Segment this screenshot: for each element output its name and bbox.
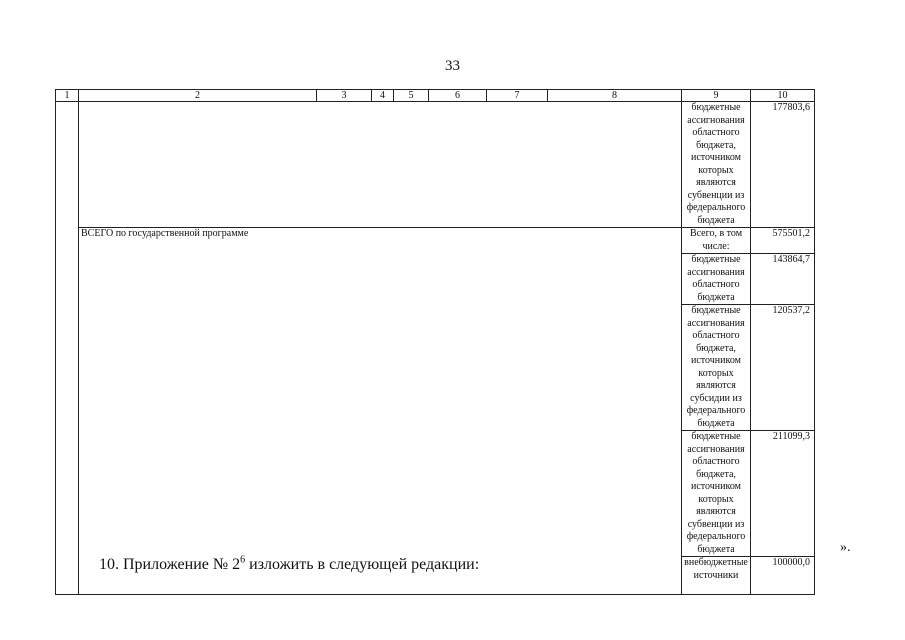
merged-cell xyxy=(79,102,682,228)
total-row-all xyxy=(56,228,815,254)
header-col-8: 8 xyxy=(548,90,682,102)
header-col-5: 5 xyxy=(394,90,429,102)
header-col-3: 3 xyxy=(317,90,372,102)
continuation-amount: 177803,6 xyxy=(751,102,815,228)
subsidies-description: бюджетные ассигнования областного бюджета, источником которых являются субсидии из федерального бюджета xyxy=(682,305,751,431)
total-all-amount: 575501,2 xyxy=(751,228,815,254)
header-col-9: 9 xyxy=(682,90,751,102)
instruction-before: 10. Приложение № 2 xyxy=(99,556,241,573)
extrabudgetary-amount: 100000,0 xyxy=(751,557,815,595)
page-number: 33 xyxy=(445,58,460,74)
header-col-7: 7 xyxy=(487,90,548,102)
subsidies-amount: 120537,2 xyxy=(751,305,815,431)
instruction-text xyxy=(99,556,479,574)
regional-amount: 143864,7 xyxy=(751,254,815,305)
subventions-description: бюджетные ассигнования областного бюджета, источником которых являются субвенции из федерального бюджета xyxy=(682,431,751,557)
closing-quote: ». xyxy=(840,540,851,555)
regional-description: бюджетные ассигнования областного бюджета xyxy=(682,254,751,305)
header-col-10: 10 xyxy=(751,90,815,102)
subventions-amount: 211099,3 xyxy=(751,431,815,557)
header-col-2: 2 xyxy=(79,90,317,102)
continuation-row xyxy=(56,102,815,228)
extrabudgetary-description: внебюджетные источники xyxy=(682,557,751,595)
header-row xyxy=(56,90,815,102)
continuation-description: бюджетные ассигнования областного бюджета, источником которых являются субвенции из федерального бюджета xyxy=(682,102,751,228)
index-cell xyxy=(56,102,79,595)
total-all-description: Всего, в том числе: xyxy=(682,228,751,254)
header-col-1: 1 xyxy=(56,90,79,102)
header-col-6: 6 xyxy=(429,90,487,102)
instruction-after: изложить в следующей редакции: xyxy=(245,556,480,573)
instruction-superscript: 6 xyxy=(240,554,246,566)
budget-table xyxy=(55,89,815,595)
total-row-title: ВСЕГО по государственной программе xyxy=(79,228,682,595)
header-col-4: 4 xyxy=(372,90,394,102)
